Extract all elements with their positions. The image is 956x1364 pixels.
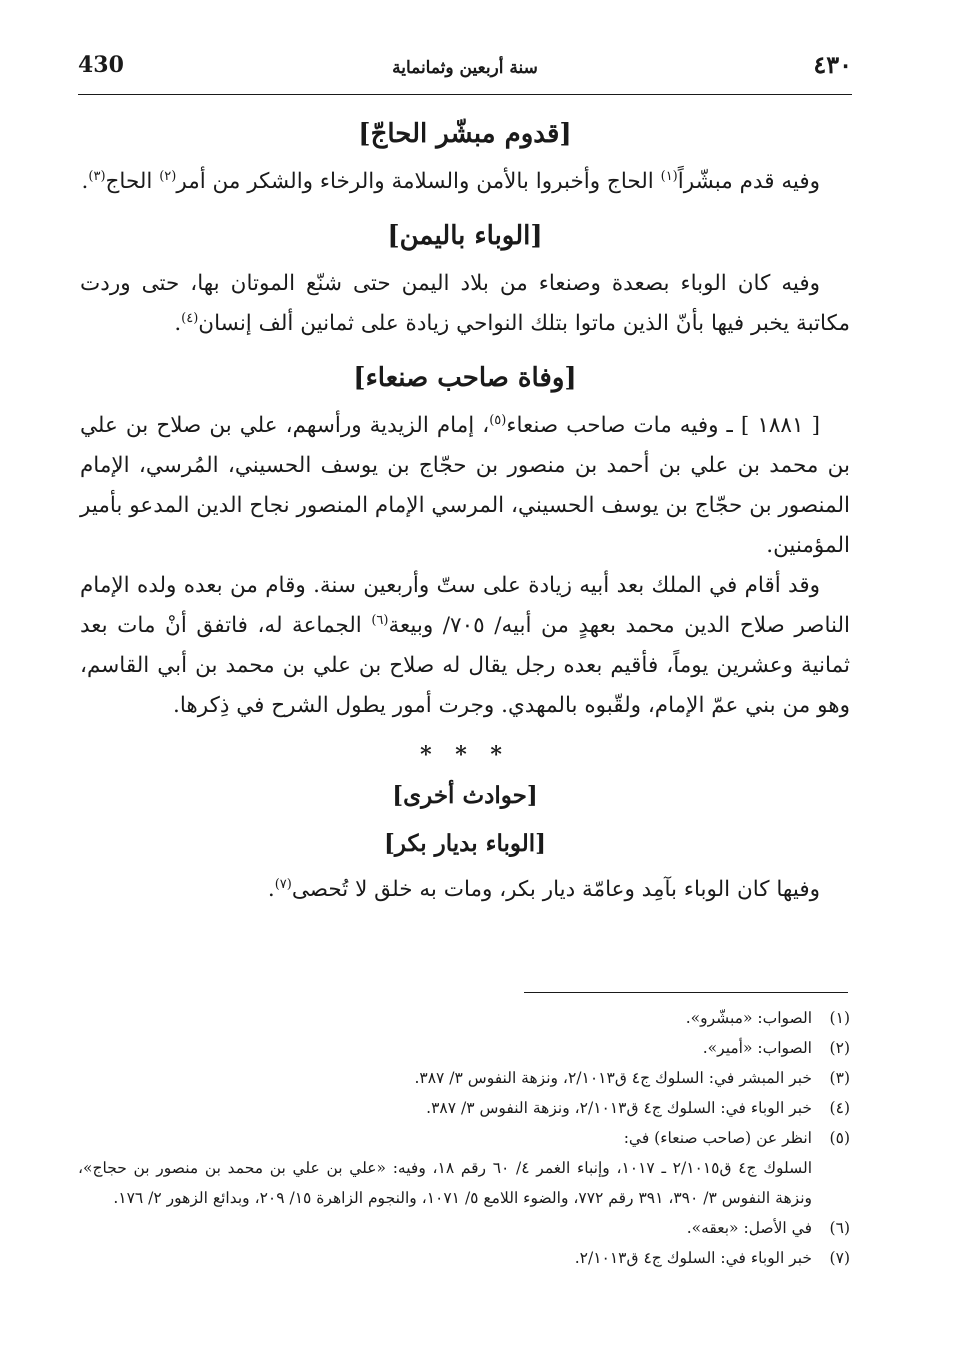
text-run: وقد أقام في الملك بعد أبيه زيادة على ستّ وأربعين سنة. وقام من بعده ولده الإمام الناصر صلاح الدين محمد بعهدٍ من أبيه/ ٧٠٥/ وبيعة (80, 573, 851, 638)
footnote-number: (٣) (829, 1069, 850, 1087)
footnote-6 (78, 1213, 850, 1243)
footnote-ref-2: (٢) (159, 168, 177, 184)
section-heading-diyarbakr-plague: [الوباء بديار بكر] (383, 830, 547, 857)
footnote-ref-5: (٥) (489, 412, 507, 428)
footnotes (78, 1003, 850, 1273)
text-run: . (174, 311, 182, 336)
footnote-ref-6: (٦) (371, 612, 389, 628)
page-number-arabic: ٤٣٠ (813, 50, 852, 79)
footnote-1 (78, 1003, 850, 1033)
footnote-text: انظر عن (صاحب صنعاء) في: (623, 1129, 812, 1147)
footnote-text: الصواب: «مبشّرو». (685, 1009, 812, 1027)
footnote-4 (78, 1093, 850, 1123)
main-text (80, 100, 850, 910)
section-heading-sanaa-ruler-death: [وفاة صاحب صنعاء] (353, 363, 577, 393)
section-divider-stars: * * * (420, 742, 510, 768)
paragraph-sanaa-ruler-2 (80, 566, 850, 726)
running-title: سنة أربعين وثمانماية (392, 58, 538, 78)
text-run: وفيه كان الوباء بصعدة وصنعاء من بلاد اليمن حتى شنّع الموتان بها، حتى وردت مكاتبة يخبر فيها بأنّ الذين ماتوا بتلك النواحي زيادة على ثمانين ألف إنسان (80, 271, 850, 336)
text-run: [ ١٨٨١ ] ـ وفيه مات صاحب صنعاء (506, 413, 820, 438)
footnote-text: خبر الوباء في: السلوك ج٤ ق٢/١٠١٣. (574, 1249, 812, 1267)
footnote-2 (78, 1033, 850, 1063)
header-rule (78, 94, 852, 95)
footnote-3 (78, 1063, 850, 1093)
text-run: ، إمام الزيدية ورأسهم، علي بن صلاح بن علي بن محمد بن علي بن أحمد بن منصور بن حجّاج بن يوسف الحسيني، المُرسي، الإمام المنصور بن حجّاج بن يوسف الحسيني، المرسي الإمام المنصور نجاح الدين المدعو بأمير المؤمنين. (80, 413, 850, 558)
footnote-text: في الأصل: «بعقه». (686, 1219, 812, 1237)
footnote-number: (١) (829, 1009, 850, 1027)
footnote-text: خبر المبشر في: السلوك ج٤ ق٢/١٠١٣، ونزهة النفوس ٣/ ٣٨٧. (414, 1069, 812, 1087)
footnote-5 (78, 1123, 850, 1153)
text-run: الحاج وأخبروا بالأمن والسلامة والرخاء والشكر من أمر (176, 169, 661, 194)
footnote-5-continuation: السلوك ج٤ ق٢/١٠١٥ ـ ١٠١٧، وإنباء الغمر ٤/ ٦٠ رقم ١٨، وفيه: «علي بن علي بن محمد بن منصور بن حجاج»، ونزهة النفوس ٣/ ٣٩٠، ٣٩١ رقم ٧٧٢، والضوء اللامع ٥/ ١٠٧١، والنجوم الزاهرة ١٥/ ٢٠٩، وبدائع الزهور ٢/ ١٧٦. (78, 1159, 812, 1207)
footnote-ref-7: (٧) (274, 876, 292, 892)
text-run: . (81, 169, 89, 194)
text-run: وفيه قدم مبشّراً (677, 169, 820, 194)
section-heading-pilgrim-herald: [قدوم مبشّر الحاجّ] (358, 119, 572, 149)
paragraph-pilgrim-herald (80, 162, 850, 202)
page-header (78, 50, 852, 90)
paragraph-yemen-plague (80, 264, 850, 344)
text-run: وفيها كان الوباء بآمِد وعامّة ديار بكر، ومات به خلق لا تُحصى (291, 877, 820, 902)
paragraph-sanaa-ruler-1 (80, 406, 850, 566)
section-heading-yemen-plague: [الوباء باليمن] (387, 221, 543, 251)
footnote-number: (٦) (829, 1219, 850, 1237)
page-number-latin: 430 (78, 52, 124, 78)
footnote-7 (78, 1243, 850, 1273)
paragraph-diyarbakr-plague (80, 870, 850, 910)
footnote-text: الصواب: «أمير». (702, 1039, 812, 1057)
footnote-number: (٧) (829, 1249, 850, 1267)
footnote-rule (524, 992, 848, 993)
text-run: الحاج (105, 169, 160, 194)
footnote-number: (٥) (829, 1129, 850, 1147)
section-heading-other-events: [حوادث أخرى] (392, 782, 538, 809)
footnote-ref-3: (٣) (88, 168, 106, 184)
text-run: الجماعة له، فاتفق أنْ مات بعد ثمانية وعشرين يوماً، فأقيم بعده رجل يقال له صلاح بن علي بن محمد بن أبي القاسم، وهو من بني عمّ الإمام، ولقّبوه بالمهدي. وجرت أمور يطول الشرح في ذِكرها. (80, 613, 850, 718)
text-run: . (267, 877, 275, 902)
footnote-text: خبر الوباء في: السلوك ج٤ ق٢/١٠١٣، ونزهة النفوس ٣/ ٣٨٧. (426, 1099, 812, 1117)
footnote-number: (٤) (829, 1099, 850, 1117)
footnote-number: (٢) (829, 1039, 850, 1057)
footnote-ref-1: (١) (660, 168, 678, 184)
footnote-ref-4: (٤) (181, 310, 199, 326)
